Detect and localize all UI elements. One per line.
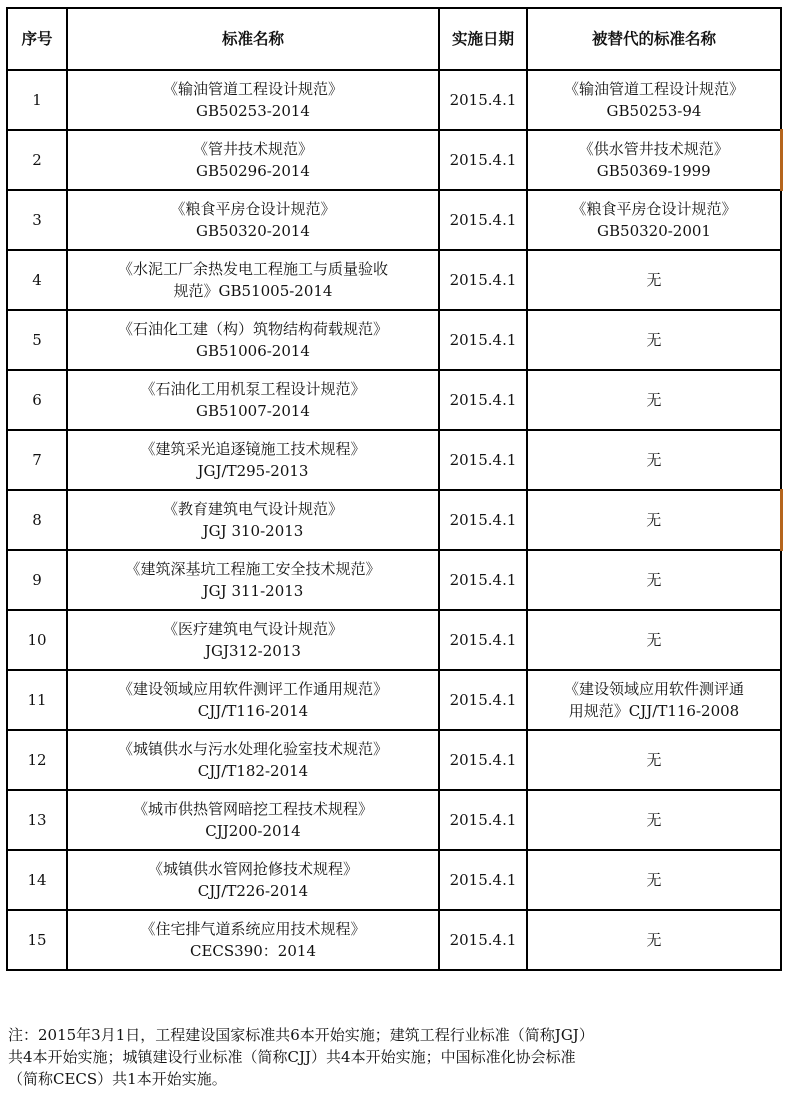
implementation-date: 2015.4.1 <box>439 910 527 970</box>
standard-title: 《城镇供水与污水处理化验室技术规范》 <box>117 740 388 758</box>
standard-name-cell <box>67 550 439 610</box>
replaced-standard-cell <box>527 250 781 310</box>
standard-title: 《建筑采光追逐镜施工技术规程》 <box>140 440 366 458</box>
table-row <box>7 790 781 850</box>
standard-code: JGJ312-2013 <box>205 642 301 660</box>
replaced-title: 无 <box>646 811 662 829</box>
header-replaced-standard: 被替代的标准名称 <box>527 8 781 70</box>
row-number: 4 <box>7 250 67 310</box>
table-header-row <box>7 8 781 70</box>
standard-name-cell <box>67 670 439 730</box>
replaced-code: GB50253-94 <box>606 102 702 120</box>
standard-code: JGJ 311-2013 <box>202 582 304 600</box>
replaced-title: 无 <box>646 271 662 289</box>
standard-name-cell <box>67 430 439 490</box>
replaced-title: 无 <box>646 931 662 949</box>
standard-name-cell <box>67 490 439 550</box>
table-row <box>7 610 781 670</box>
row-number: 7 <box>7 430 67 490</box>
replaced-standard-cell <box>527 130 781 190</box>
standard-title: 《石油化工用机泵工程设计规范》 <box>140 380 366 398</box>
header-standard-name: 标准名称 <box>67 8 439 70</box>
table-row <box>7 190 781 250</box>
implementation-date: 2015.4.1 <box>439 490 527 550</box>
replaced-standard-cell <box>527 670 781 730</box>
standard-name-cell <box>67 250 439 310</box>
standard-code: CJJ/T116-2014 <box>197 702 309 720</box>
implementation-date: 2015.4.1 <box>439 430 527 490</box>
replaced-title: 无 <box>646 331 662 349</box>
footnote <box>8 1024 780 1090</box>
replaced-title: 无 <box>646 571 662 589</box>
standard-name-cell <box>67 70 439 130</box>
replaced-standard-cell <box>527 550 781 610</box>
replaced-title: 无 <box>646 511 662 529</box>
row-number: 12 <box>7 730 67 790</box>
table-row <box>7 550 781 610</box>
standard-name-cell <box>67 730 439 790</box>
table-row <box>7 910 781 970</box>
standard-title: 《教育建筑电气设计规范》 <box>162 500 343 518</box>
replaced-title: 无 <box>646 451 662 469</box>
implementation-date: 2015.4.1 <box>439 850 527 910</box>
table-row <box>7 730 781 790</box>
header-no: 序号 <box>7 8 67 70</box>
standard-title: 《城市供热管网暗挖工程技术规程》 <box>132 800 373 818</box>
standard-name-cell <box>67 190 439 250</box>
standard-name-cell <box>67 610 439 670</box>
replaced-standard-cell <box>527 850 781 910</box>
footnote-line: （简称CECS）共1本开始实施。 <box>8 1070 227 1088</box>
row-number: 6 <box>7 370 67 430</box>
standard-title: 《石油化工建（构）筑物结构荷载规范》 <box>117 320 388 338</box>
standard-name-cell <box>67 370 439 430</box>
row-number: 1 <box>7 70 67 130</box>
replaced-standard-cell <box>527 70 781 130</box>
replaced-title: 无 <box>646 871 662 889</box>
standard-code: CJJ/T182-2014 <box>197 762 309 780</box>
standard-code: CECS390：2014 <box>190 942 316 960</box>
replaced-title: 《粮食平房仓设计规范》 <box>571 200 737 218</box>
standard-name-cell <box>67 910 439 970</box>
replaced-title: 《供水管井技术规范》 <box>578 140 729 158</box>
standard-code: GB50320-2014 <box>196 222 310 240</box>
replaced-standard-cell <box>527 910 781 970</box>
replaced-standard-cell <box>527 310 781 370</box>
standard-title: 《管井技术规范》 <box>192 140 313 158</box>
standard-code: GB51006-2014 <box>196 342 310 360</box>
standard-title: 《建筑深基坑工程施工安全技术规范》 <box>125 560 381 578</box>
footnote-line: 共4本开始实施；城镇建设行业标准（简称CJJ）共4本开始实施；中国标准化协会标准 <box>8 1048 576 1066</box>
replaced-standard-cell <box>527 370 781 430</box>
header-implementation-date: 实施日期 <box>439 8 527 70</box>
table-row <box>7 670 781 730</box>
row-number: 8 <box>7 490 67 550</box>
standard-title: 《城镇供水管网抢修技术规程》 <box>147 860 358 878</box>
standard-name-cell <box>67 790 439 850</box>
implementation-date: 2015.4.1 <box>439 550 527 610</box>
replaced-code: GB50320-2001 <box>597 222 711 240</box>
row-number: 14 <box>7 850 67 910</box>
table-row <box>7 490 781 550</box>
replaced-code: GB50369-1999 <box>596 162 711 180</box>
standard-title: 《粮食平房仓设计规范》 <box>170 200 336 218</box>
implementation-date: 2015.4.1 <box>439 370 527 430</box>
implementation-date: 2015.4.1 <box>439 610 527 670</box>
replaced-standard-cell <box>527 790 781 850</box>
implementation-date: 2015.4.1 <box>439 70 527 130</box>
replaced-title: 《建设领域应用软件测评通 <box>563 680 744 698</box>
standard-title: 《住宅排气道系统应用技术规程》 <box>140 920 366 938</box>
replaced-standard-cell <box>527 430 781 490</box>
standard-code: JGJ 310-2013 <box>202 522 304 540</box>
replaced-title: 无 <box>646 751 662 769</box>
standard-code: CJJ/T226-2014 <box>197 882 309 900</box>
replaced-standard-cell <box>527 490 781 550</box>
row-number: 10 <box>7 610 67 670</box>
implementation-date: 2015.4.1 <box>439 730 527 790</box>
standard-name-cell <box>67 130 439 190</box>
replaced-title: 无 <box>646 391 662 409</box>
row-number: 11 <box>7 670 67 730</box>
footnote-line: 注：2015年3月1日，工程建设国家标准共6本开始实施；建筑工程行业标准（简称JGJ） <box>8 1026 594 1044</box>
replaced-standard-cell <box>527 730 781 790</box>
standard-title: 《水泥工厂余热发电工程施工与质量验收 <box>117 260 388 278</box>
replaced-title: 《输油管道工程设计规范》 <box>563 80 744 98</box>
table-row <box>7 370 781 430</box>
standard-title: 《建设领域应用软件测评工作通用规范》 <box>117 680 388 698</box>
table-row <box>7 310 781 370</box>
row-number: 13 <box>7 790 67 850</box>
table-row <box>7 850 781 910</box>
replaced-title: 无 <box>646 631 662 649</box>
table-row <box>7 130 781 190</box>
table-body <box>7 70 781 970</box>
standard-code: GB51007-2014 <box>196 402 310 420</box>
table-row <box>7 430 781 490</box>
table-row <box>7 250 781 310</box>
row-number: 15 <box>7 910 67 970</box>
implementation-date: 2015.4.1 <box>439 130 527 190</box>
standard-title: 《输油管道工程设计规范》 <box>162 80 343 98</box>
row-number: 9 <box>7 550 67 610</box>
standard-code: JGJ/T295-2013 <box>197 462 309 480</box>
replaced-code: 用规范》CJJ/T116-2008 <box>568 702 740 720</box>
implementation-date: 2015.4.1 <box>439 790 527 850</box>
replaced-standard-cell <box>527 610 781 670</box>
implementation-date: 2015.4.1 <box>439 670 527 730</box>
implementation-date: 2015.4.1 <box>439 190 527 250</box>
implementation-date: 2015.4.1 <box>439 250 527 310</box>
replaced-standard-cell <box>527 190 781 250</box>
table-row <box>7 70 781 130</box>
implementation-date: 2015.4.1 <box>439 310 527 370</box>
standard-code: CJJ200-2014 <box>205 822 301 840</box>
standard-code: GB50253-2014 <box>196 102 310 120</box>
standard-code: 规范》GB51005-2014 <box>173 282 333 300</box>
standards-table <box>6 7 783 971</box>
standard-name-cell <box>67 310 439 370</box>
standard-code: GB50296-2014 <box>196 162 310 180</box>
standard-title: 《医疗建筑电气设计规范》 <box>162 620 343 638</box>
row-number: 3 <box>7 190 67 250</box>
standard-name-cell <box>67 850 439 910</box>
row-number: 2 <box>7 130 67 190</box>
row-number: 5 <box>7 310 67 370</box>
